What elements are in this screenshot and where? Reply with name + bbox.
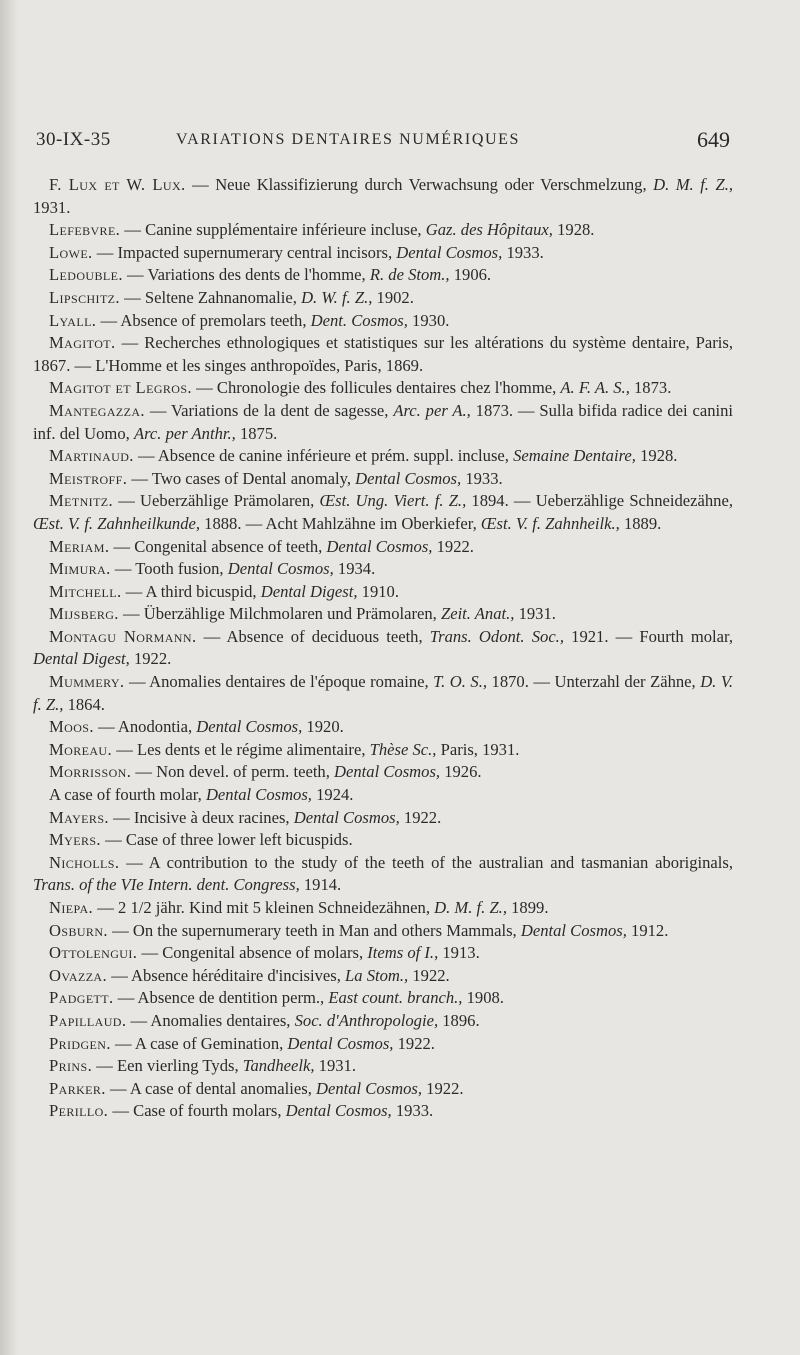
reference-entry — [33, 671, 733, 716]
header-date: 30-IX-35 — [36, 129, 111, 150]
running-title: VARIATIONS DENTAIRES NUMÉRIQUES — [176, 131, 521, 148]
reference-source: A. F. A. S., — [560, 378, 630, 398]
reference-author: Papillaud. — [49, 1010, 127, 1030]
reference-entry — [33, 1078, 733, 1101]
reference-source: Dent. Cosmos, — [310, 310, 408, 330]
reference-author: Mimura. — [49, 559, 111, 579]
reference-text: 1922. — [393, 1033, 435, 1053]
reference-author: Moos. — [49, 717, 94, 737]
reference-author: Mayers. — [49, 807, 109, 827]
reference-text: 1933. — [391, 1101, 434, 1121]
reference-text: — Tooth fusion, — [110, 559, 228, 579]
reference-text: — Anomalies dentaires, — [126, 1010, 295, 1030]
reference-source: Dental Cosmos, — [285, 1101, 392, 1121]
reference-source: Dental Cosmos, — [334, 762, 441, 782]
reference-entry — [33, 987, 733, 1010]
reference-entry — [33, 581, 733, 604]
page-edge-shadow — [0, 0, 18, 1355]
reference-text: — Seltene Zahnanomalie, — [119, 287, 302, 307]
reference-entry — [33, 377, 733, 400]
reference-entry — [33, 310, 733, 333]
reference-author: Lyall. — [49, 310, 97, 330]
reference-text: 1894. — Ueberzählige Schneidezähne, — [466, 491, 733, 511]
reference-text: — Überzählige Milchmolaren und Prämolaren, — [118, 604, 441, 624]
reference-author: Mantegazza. — [49, 400, 145, 420]
reference-text: 1922. — [432, 536, 474, 556]
reference-entry — [33, 332, 733, 377]
reference-source: Semaine Dentaire, — [513, 446, 636, 466]
reference-text: — On the supernumerary teeth in Man and others Mammals, — [107, 920, 521, 940]
reference-entry — [33, 242, 733, 265]
reference-source: D. M. f. Z., — [434, 898, 507, 917]
reference-source: Dental Cosmos, — [520, 920, 627, 940]
reference-text: — Anomalies dentaires de l'époque romaine, — [124, 672, 434, 692]
reference-entry — [33, 626, 733, 671]
reference-entry — [33, 1055, 733, 1078]
reference-text: 1888. — Acht Mahlzähne im Oberkiefer, — [200, 513, 481, 533]
reference-source: Œst. V. f. Zahnheilkunde, — [33, 513, 200, 533]
reference-entry — [33, 558, 733, 581]
reference-text: 1933. — [461, 468, 503, 488]
reference-text: — Absence of premolars teeth, — [96, 310, 311, 330]
reference-source: Trans. of the VIe Intern. dent. Congress, — [33, 875, 300, 895]
reference-text: 1930. — [407, 310, 450, 330]
reference-author: Mummery. — [49, 672, 125, 692]
reference-source: Arc. per A., — [393, 400, 471, 420]
reference-source: La Stom., — [345, 965, 409, 985]
reference-author: Myers. — [49, 830, 101, 850]
reference-source: Œst. V. f. Zahnheilk., — [480, 513, 620, 533]
reference-source: Dental Cosmos, — [355, 468, 462, 488]
reference-text: — Variations de la dent de sagesse, — [144, 400, 394, 420]
reference-text: 1924. — [311, 785, 354, 805]
reference-source: Thèse Sc., — [369, 739, 437, 759]
reference-text: — Absence of deciduous teeth, — [196, 626, 430, 646]
reference-text: 1873. — [629, 378, 672, 398]
reference-text: — Les dents et le régime alimentaire, — [112, 739, 370, 759]
reference-text: — Canine supplémentaire inférieure incluse, — [120, 220, 426, 240]
reference-text: — A contribution to the study of the teeth of the australian and tasmanian aboriginals, — [119, 852, 733, 872]
reference-text: 1933. — [502, 242, 544, 262]
reference-source: Œst. Ung. Viert. f. Z., — [319, 491, 467, 511]
reference-author: F. Lux et W. Lux. — [49, 175, 186, 194]
reference-source: Dental Cosmos, — [316, 1078, 423, 1098]
reference-author: Mitchell. — [49, 581, 122, 601]
reference-text: — Neue Klassifizierung durch Verwachsung oder Verschmelzung, — [185, 175, 654, 194]
reference-entry — [33, 761, 733, 784]
reference-author: Magitot. — [49, 333, 116, 353]
reference-entry — [33, 536, 733, 559]
reference-text: 1926. — [440, 762, 482, 782]
reference-author: Mijsberg. — [49, 604, 119, 624]
reference-entry — [33, 1010, 733, 1033]
reference-text: 1928. — [552, 220, 595, 240]
reference-entry — [33, 920, 733, 943]
reference-author: Padgett. — [49, 988, 114, 1008]
reference-text: — Non devel. of perm. teeth, — [131, 762, 335, 782]
reference-entry — [33, 942, 733, 965]
reference-text: — A case of dental anomalies, — [105, 1078, 316, 1098]
reference-author: Osburn. — [49, 920, 108, 940]
page-number: 649 — [697, 127, 730, 152]
reference-entry — [33, 468, 733, 491]
reference-entry — [33, 829, 733, 852]
reference-text: 1870. — Unterzahl der Zähne, — [487, 672, 701, 692]
reference-text: — Absence de dentition perm., — [113, 988, 329, 1008]
reference-list — [33, 174, 733, 1123]
reference-text: 1899. — [506, 898, 549, 917]
reference-source: R. de Stom., — [369, 265, 450, 285]
reference-text: — Recherches ethnologiques et statistiques sur les altérations du système dentaire, Paris, 1867. — L'Homme et les singes anthropoïdes, Paris, 1869. — [33, 333, 733, 375]
reference-text: 1912. — [626, 920, 669, 940]
reference-entry — [33, 445, 733, 468]
reference-source: Dental Cosmos, — [287, 1033, 394, 1053]
reference-author: Magitot et Legros. — [49, 378, 192, 398]
reference-text: 1922. — [129, 649, 172, 669]
reference-entry — [33, 603, 733, 626]
reference-source: T. O. S., — [433, 672, 488, 692]
reference-text: 1906. — [449, 265, 492, 285]
reference-entry — [33, 287, 733, 310]
reference-text: 1896. — [438, 1010, 480, 1030]
reference-source: Gaz. des Hôpitaux, — [425, 220, 553, 240]
reference-entry — [33, 1033, 733, 1056]
reference-author: Niepa. — [49, 898, 94, 917]
reference-source: Dental Digest, — [260, 581, 358, 601]
reference-author: Parker. — [49, 1078, 106, 1098]
reference-text: — Congenital absence of molars, — [137, 943, 368, 963]
reference-text: 1922. — [408, 965, 450, 985]
reference-text: Paris, 1931. — [436, 739, 520, 759]
reference-author: Ledouble. — [49, 265, 123, 285]
reference-source: Items of I., — [367, 943, 439, 963]
reference-text: A case of fourth molar, — [49, 785, 206, 805]
reference-text: — Absence de canine inférieure et prém. suppl. incluse, — [133, 446, 514, 466]
reference-source: D. W. f. Z., — [301, 287, 373, 307]
reference-entry — [33, 807, 733, 830]
reference-text: 1908. — [462, 988, 504, 1008]
reference-entry — [33, 174, 733, 219]
reference-author: Montagu Normann. — [49, 626, 197, 646]
reference-entry — [33, 965, 733, 988]
reference-author: Lefebvre. — [49, 220, 121, 240]
reference-text: 1934. — [333, 559, 376, 579]
reference-entry — [33, 264, 733, 287]
reference-text: 1875. — [235, 423, 278, 443]
reference-entry — [33, 1100, 733, 1123]
reference-text: — Chronologie des follicules dentaires chez l'homme, — [191, 378, 561, 398]
reference-text: — Case of three lower left bicuspids. — [100, 830, 353, 850]
reference-text: 1914. — [299, 875, 342, 895]
reference-source: Tandheelk, — [242, 1056, 315, 1076]
reference-author: Ottolengui. — [49, 943, 138, 963]
reference-entry — [33, 219, 733, 242]
reference-source: Dental Cosmos, — [227, 559, 334, 579]
reference-source: Dental Cosmos, — [205, 785, 312, 805]
reference-text: — Ueberzählige Prämolaren, — [113, 491, 320, 511]
reference-author: Lipschitz. — [49, 287, 120, 307]
reference-text: — Two cases of Dental anomaly, — [127, 468, 356, 488]
reference-text: — Absence héréditaire d'incisives, — [107, 965, 346, 985]
reference-text: 1902. — [372, 287, 414, 307]
reference-author: Nicholls. — [49, 852, 120, 872]
reference-source: Dental Cosmos, — [293, 807, 400, 827]
reference-entry — [33, 897, 733, 920]
reference-source: D. V. f. Z., — [33, 672, 733, 714]
reference-author: Prins. — [49, 1056, 93, 1076]
reference-entry — [33, 716, 733, 739]
reference-source: Soc. d'Anthropologie, — [294, 1010, 439, 1030]
reference-text: 1931. — [314, 1056, 356, 1076]
reference-entry — [33, 852, 733, 897]
reference-author: Lowe. — [49, 242, 93, 262]
reference-text: — A third bicuspid, — [121, 581, 261, 601]
reference-text: — Incisive à deux racines, — [108, 807, 294, 827]
reference-text: — A case of Gemination, — [110, 1033, 288, 1053]
page-header — [36, 125, 730, 161]
reference-text: — Een vierling Tyds, — [92, 1056, 243, 1076]
reference-author: Metnitz. — [49, 491, 114, 511]
reference-author: Martinaud. — [49, 446, 134, 466]
reference-source: D. M. f. Z., — [653, 175, 733, 194]
reference-text: 1931. — [33, 197, 71, 217]
reference-source: East count. branch., — [328, 988, 463, 1008]
reference-text: — Variations des dents de l'homme, — [122, 265, 370, 285]
reference-author: Morrisson. — [49, 762, 132, 782]
reference-source: Trans. Odont. Soc., — [429, 626, 564, 646]
reference-author: Meistroff. — [49, 468, 128, 488]
reference-text: 1922. — [399, 807, 442, 827]
reference-text: — Impacted supernumerary central incisors, — [92, 242, 397, 262]
reference-text: 1921. — Fourth molar, — [563, 626, 734, 646]
reference-text: 1922. — [422, 1078, 464, 1098]
reference-text: 1913. — [438, 943, 480, 963]
reference-author: Ovazza. — [49, 965, 108, 985]
reference-text: 1864. — [63, 694, 105, 714]
reference-entry — [33, 739, 733, 762]
reference-text: — Congenital absence of teeth, — [109, 536, 327, 556]
reference-text: 1931. — [514, 604, 556, 624]
reference-text: 1873. — Sulla bifida radice dei canini inf. del Uomo, — [33, 400, 734, 443]
reference-text: — 2 1/2 jähr. Kind mit 5 kleinen Schneidezähnen, — [93, 898, 435, 917]
reference-text: 1920. — [302, 717, 344, 737]
reference-source: Dental Cosmos, — [396, 242, 503, 262]
reference-source: Dental Cosmos, — [326, 536, 433, 556]
reference-source: Dental Cosmos, — [196, 717, 303, 737]
reference-source: Zeit. Anat., — [440, 604, 515, 624]
reference-entry — [33, 400, 733, 445]
reference-source: Arc. per Anthr., — [133, 423, 236, 443]
reference-text: 1889. — [619, 513, 662, 533]
reference-text: 1928. — [635, 446, 678, 466]
reference-text: — Case of fourth molars, — [108, 1101, 286, 1121]
reference-entry — [33, 490, 733, 535]
reference-text: — Anodontia, — [93, 717, 197, 737]
reference-entry — [33, 784, 733, 807]
reference-author: Pridgen. — [49, 1033, 111, 1053]
reference-source: Dental Digest, — [33, 649, 130, 669]
reference-author: Meriam. — [49, 536, 110, 556]
reference-author: Perillo. — [49, 1101, 109, 1121]
reference-author: Moreau. — [49, 739, 113, 759]
reference-text: 1910. — [357, 581, 399, 601]
